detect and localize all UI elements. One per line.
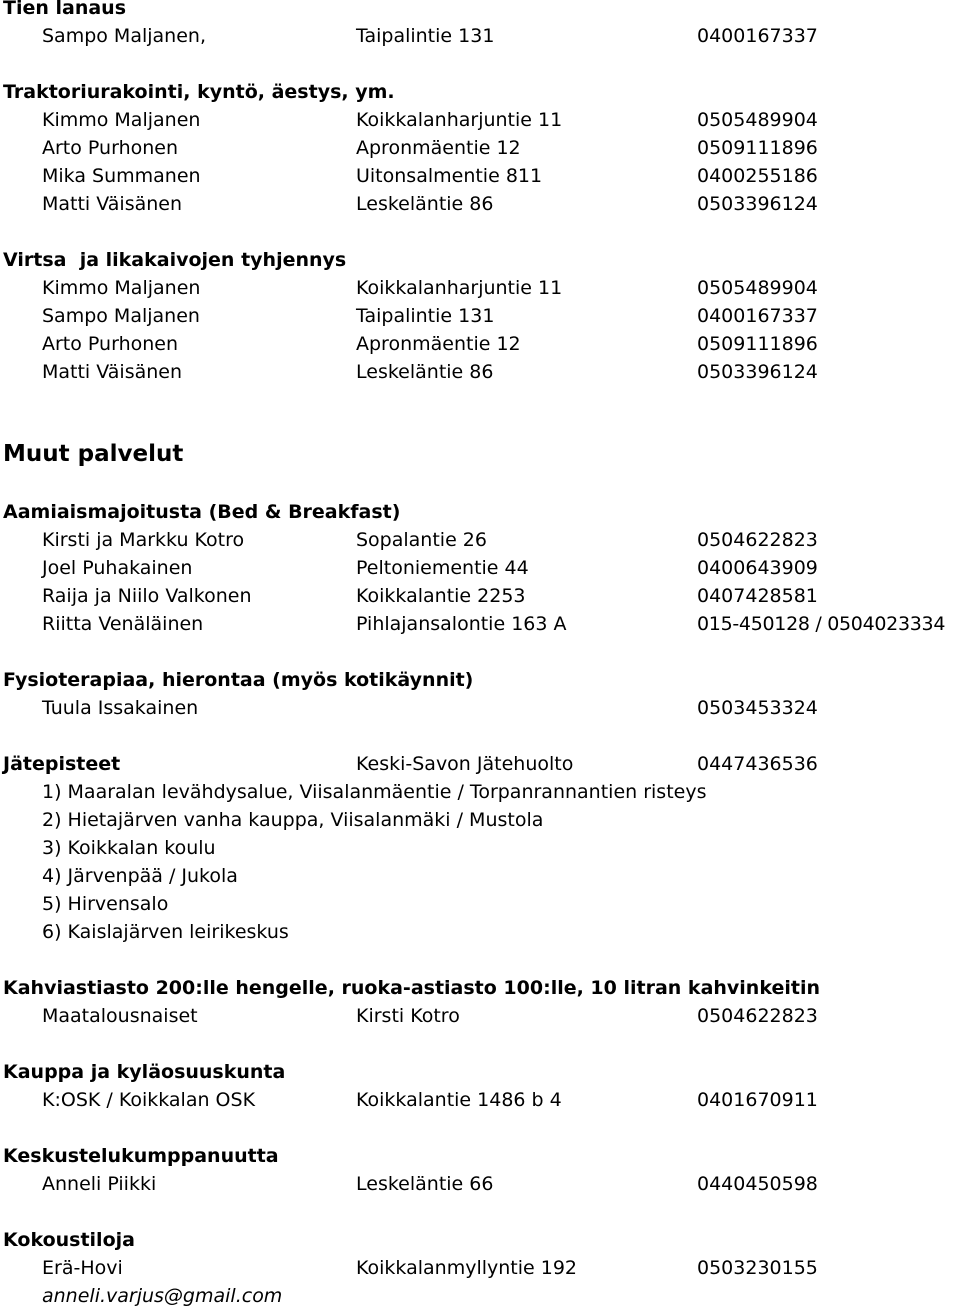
contact-address: Kirsti Kotro [356, 1005, 460, 1027]
contact-name: Tuula Issakainen [42, 697, 199, 719]
list-item [0, 890, 960, 918]
contact-phone: 0407428581 [697, 585, 818, 607]
contact-row [0, 582, 960, 610]
contact-name: Kirsti ja Markku Kotro [42, 529, 245, 551]
list-item-text: 5) Hirvensalo [42, 893, 169, 915]
section-heading-traktoriurakointi: Traktoriurakointi, kyntö, äestys, ym. [3, 81, 395, 103]
contact-row [0, 190, 960, 218]
list-item-text: 3) Koikkalan koulu [42, 837, 216, 859]
contact-row [0, 162, 960, 190]
section-heading-keskustelukumppanuutta: Keskustelukumppanuutta [3, 1145, 279, 1167]
contact-phone: 0505489904 [697, 277, 818, 299]
contact-name: Anneli Piikki [42, 1173, 157, 1195]
section-heading-jatepisteet [3, 750, 960, 778]
contact-row [0, 358, 960, 386]
contact-name: Joel Puhakainen [42, 557, 193, 579]
major-heading-muut-palvelut: Muut palvelut [3, 441, 184, 467]
contact-row [0, 1282, 960, 1310]
contact-address: Leskeläntie 66 [356, 1173, 494, 1195]
contact-address: Koikkalanharjuntie 11 [356, 109, 563, 131]
contact-name: Arto Purhonen [42, 137, 179, 159]
contact-address: Keski-Savon Jätehuolto [356, 753, 574, 775]
contact-address: Apronmäentie 12 [356, 333, 521, 355]
email-address: anneli.varjus@gmail.com [42, 1285, 283, 1307]
contact-row [0, 274, 960, 302]
contact-name: Matti Väisänen [42, 361, 183, 383]
list-item-text: 6) Kaislajärven leirikeskus [42, 921, 289, 943]
contact-phone: 0400167337 [697, 305, 818, 327]
contact-address: Koikkalanharjuntie 11 [356, 277, 563, 299]
contact-row [0, 694, 960, 722]
contact-row [0, 330, 960, 358]
contact-phone: 0440450598 [697, 1173, 818, 1195]
section-heading-kahviastiasto: Kahviastiasto 200:lle hengelle, ruoka-astiasto 100:lle, 10 litran kahvinkeitin [3, 977, 820, 999]
contact-address: Peltoniementie 44 [356, 557, 529, 579]
section-heading-fysioterapiaa: Fysioterapiaa, hierontaa (myös kotikäynnit) [3, 669, 474, 691]
contact-name: K:OSK / Koikkalan OSK [42, 1089, 256, 1111]
contact-phone: 0509111896 [697, 333, 818, 355]
contact-name: Kimmo Maljanen [42, 277, 201, 299]
contact-phone: 0503230155 [697, 1257, 818, 1279]
section-heading-tien-lanaus: Tien lanaus [3, 0, 127, 19]
section-heading-virtsa: Virtsa ja likakaivojen tyhjennys [3, 249, 347, 271]
list-item [0, 778, 960, 806]
contact-phone: 0401670911 [697, 1089, 818, 1111]
contact-row [0, 1170, 960, 1198]
section-heading-label: Jätepisteet [3, 753, 121, 775]
contact-name: Riitta Venäläinen [42, 613, 204, 635]
list-item-text: 1) Maaralan levähdysalue, Viisalanmäentie / Torpanrannantien risteys [42, 781, 707, 803]
contact-phone: 0400255186 [697, 165, 818, 187]
contact-row [0, 1002, 960, 1030]
contact-name: Maatalousnaiset [42, 1005, 198, 1027]
contact-address: Leskeläntie 86 [356, 361, 494, 383]
contact-name: Erä-Hovi [42, 1257, 123, 1279]
contact-phone: 0447436536 [697, 753, 818, 775]
list-item [0, 834, 960, 862]
contact-phone: 0400643909 [697, 557, 818, 579]
contact-row [0, 22, 960, 50]
contact-name: Sampo Maljanen [42, 305, 200, 327]
contact-row [0, 1086, 960, 1114]
contact-phone: 0503453324 [697, 697, 818, 719]
contact-phone: 0504622823 [697, 529, 818, 551]
contact-row [0, 554, 960, 582]
contact-row [0, 106, 960, 134]
contact-address: Leskeläntie 86 [356, 193, 494, 215]
contact-address: Apronmäentie 12 [356, 137, 521, 159]
contact-name: Arto Purhonen [42, 333, 179, 355]
contact-name: Sampo Maljanen, [42, 25, 206, 47]
contact-address: Pihlajansalontie 163 A [356, 613, 567, 635]
contact-address: Taipalintie 131 [356, 25, 495, 47]
contact-phone: 0509111896 [697, 137, 818, 159]
contact-row [0, 1254, 960, 1282]
contact-phone: 0504622823 [697, 1005, 818, 1027]
contact-address: Taipalintie 131 [356, 305, 495, 327]
list-item [0, 862, 960, 890]
contact-name: Matti Väisänen [42, 193, 183, 215]
contact-phone: 0503396124 [697, 361, 818, 383]
contact-address: Koikkalanmyllyntie 192 [356, 1257, 578, 1279]
contact-phone: 0503396124 [697, 193, 818, 215]
contact-row [0, 610, 960, 638]
list-item [0, 806, 960, 834]
list-item-text: 2) Hietajärven vanha kauppa, Viisalanmäki / Mustola [42, 809, 544, 831]
list-item-text: 4) Järvenpää / Jukola [42, 865, 238, 887]
contact-name: Raija ja Niilo Valkonen [42, 585, 252, 607]
section-heading-kauppa: Kauppa ja kyläosuuskunta [3, 1061, 286, 1083]
section-heading-aamiaismajoitusta: Aamiaismajoitusta (Bed & Breakfast) [3, 501, 401, 523]
section-heading-kokoustiloja: Kokoustiloja [3, 1229, 135, 1251]
contact-phone: 0400167337 [697, 25, 818, 47]
contact-row [0, 134, 960, 162]
contact-address: Koikkalantie 2253 [356, 585, 526, 607]
list-item [0, 918, 960, 946]
contact-name: Kimmo Maljanen [42, 109, 201, 131]
contact-phone: 0505489904 [697, 109, 818, 131]
contact-address: Sopalantie 26 [356, 529, 487, 551]
contact-phone: 015-450128 / 0504023334 [697, 613, 946, 635]
contact-address: Koikkalantie 1486 b 4 [356, 1089, 562, 1111]
contact-name: Mika Summanen [42, 165, 201, 187]
contact-row [0, 526, 960, 554]
contact-address: Uitonsalmentie 811 [356, 165, 543, 187]
contact-row [0, 302, 960, 330]
